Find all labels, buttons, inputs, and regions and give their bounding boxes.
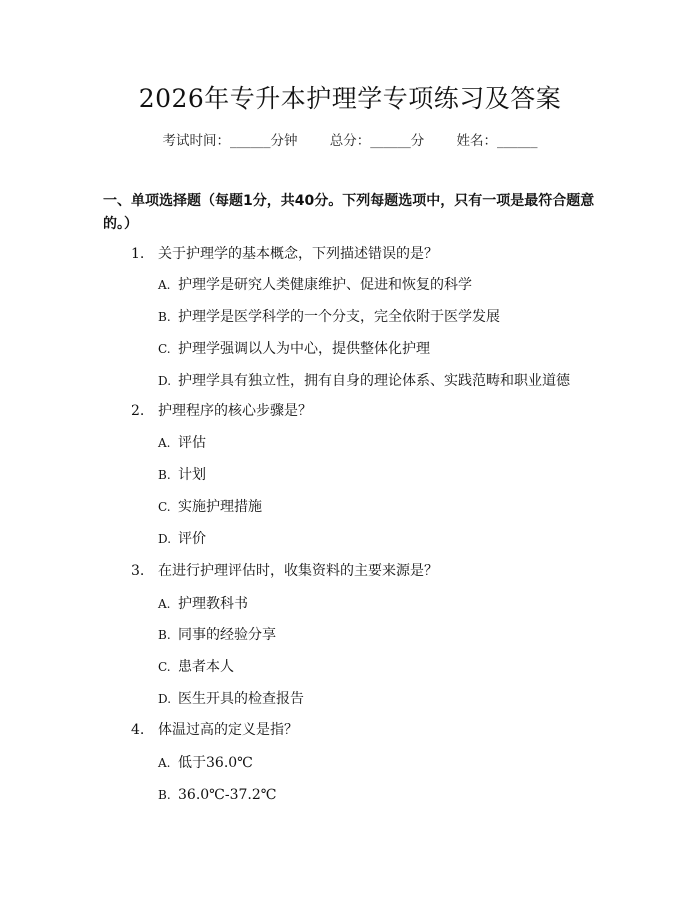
option-text: 护理教科书: [178, 596, 248, 612]
question-item: [131, 244, 438, 264]
question-item: [131, 401, 312, 421]
option-item: [158, 275, 472, 295]
option-text: 计划: [178, 467, 206, 483]
option-text: 医生开具的检查报告: [178, 691, 304, 707]
option-text: 实施护理措施: [178, 499, 262, 515]
option-item: [158, 433, 206, 453]
question-text: 体温过高的定义是指？: [158, 722, 298, 738]
option-item: [158, 339, 430, 359]
option-letter: C.: [158, 500, 171, 514]
question-text: 护理程序的核心步骤是？: [158, 403, 312, 419]
option-item: [158, 753, 253, 773]
question-number: 1.: [131, 246, 145, 262]
name-field: 姓名：______: [456, 133, 538, 149]
option-item: [158, 625, 276, 645]
exam-time-field: 考试时间：______分钟: [162, 133, 298, 149]
option-text: 低于36.0℃: [178, 755, 253, 771]
option-text: 护理学强调以人为中心，提供整体化护理: [178, 341, 430, 357]
option-item: [158, 657, 234, 677]
total-score-field: 总分：______分: [329, 133, 425, 149]
option-letter: A.: [158, 597, 171, 611]
option-text: 36.0℃-37.2℃: [178, 787, 277, 803]
question-text: 在进行护理评估时，收集资料的主要来源是？: [158, 563, 438, 579]
option-letter: B.: [158, 628, 171, 642]
question-number: 3.: [131, 563, 145, 579]
question-number: 4.: [131, 722, 145, 738]
option-item: [158, 371, 570, 391]
option-letter: D.: [158, 692, 172, 706]
option-letter: C.: [158, 342, 171, 356]
option-letter: A.: [158, 756, 171, 770]
page-title: 2026年专升本护理学专项练习及答案: [138, 84, 562, 113]
option-item: [158, 497, 262, 517]
option-item: [158, 465, 206, 485]
option-item: [158, 307, 500, 327]
option-item: [158, 689, 304, 709]
option-text: 患者本人: [178, 659, 234, 675]
option-letter: A.: [158, 436, 171, 450]
option-letter: B.: [158, 788, 171, 802]
option-text: 护理学是研究人类健康维护、促进和恢复的科学: [178, 277, 472, 293]
option-letter: D.: [158, 532, 172, 546]
question-text: 关于护理学的基本概念，下列描述错误的是？: [158, 246, 438, 262]
option-letter: C.: [158, 660, 171, 674]
option-letter: B.: [158, 310, 171, 324]
option-text: 评估: [178, 435, 206, 451]
option-text: 评价: [178, 531, 206, 547]
option-item: [158, 594, 248, 614]
option-item: [158, 529, 206, 549]
question-item: [131, 561, 438, 581]
section-heading: 一、单项选择题（每题1分，共40分。下列每题选项中，只有一项是最符合题意的。）: [103, 193, 595, 232]
question-number: 2.: [131, 403, 145, 419]
question-item: [131, 720, 298, 740]
option-letter: A.: [158, 278, 171, 292]
option-item: [158, 785, 276, 805]
option-letter: B.: [158, 468, 171, 482]
option-letter: D.: [158, 374, 172, 388]
option-text: 同事的经验分享: [178, 627, 276, 643]
option-text: 护理学具有独立性，拥有自身的理论体系、实践范畴和职业道德: [178, 373, 570, 389]
option-text: 护理学是医学科学的一个分支，完全依附于医学发展: [178, 309, 500, 325]
exam-info-row: [0, 131, 700, 151]
